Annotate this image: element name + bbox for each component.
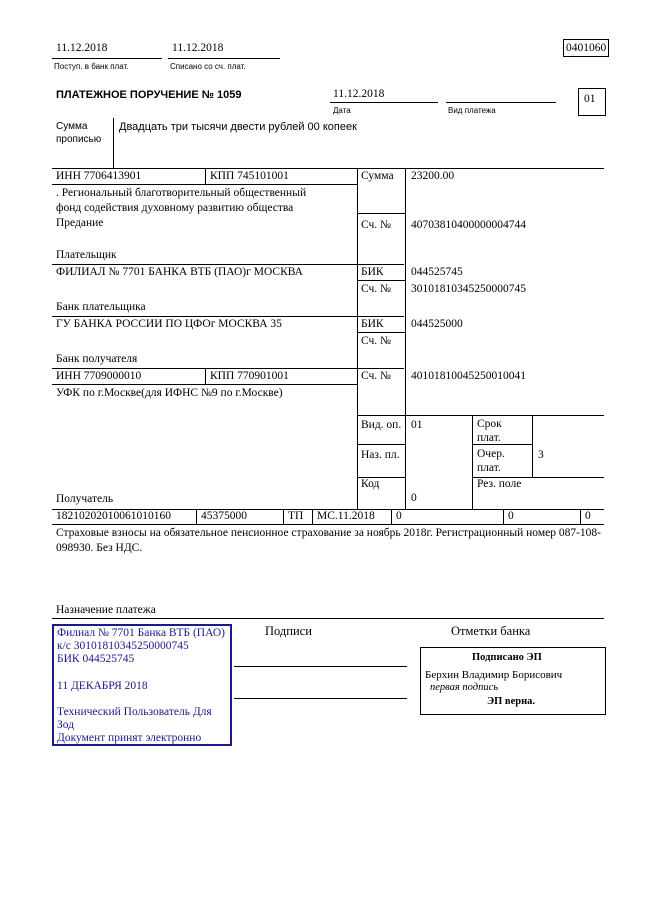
payer-bank-caption: Банк плательщика	[56, 301, 146, 313]
purpose-caption: Назначение платежа	[56, 604, 156, 616]
payment-type-caption: Вид платежа	[448, 106, 496, 115]
op-type-value: 01	[411, 419, 423, 431]
bank-stamp-line2: к/с 30101810345250000745	[57, 640, 189, 652]
tax-period: МС.11.2018	[317, 510, 375, 522]
document-date: 11.12.2018	[333, 88, 385, 100]
date-received-caption: Поступ. в банк плат.	[54, 62, 129, 71]
payer-sum-value: 23200.00	[411, 170, 455, 182]
payee-bank-caption: Банк получателя	[56, 353, 138, 365]
payer-bank-acc-label: Сч. №	[361, 283, 392, 295]
payee-bank-acc-label: Сч. №	[361, 335, 392, 347]
payee-caption: Получатель	[56, 493, 114, 505]
payee-kpp: КПП 770901001	[210, 370, 289, 382]
payer-bank-bik-value: 044525745	[411, 266, 463, 278]
payer-bank-name: ФИЛИАЛ № 7701 БАНКА ВТБ (ПАО)г МОСКВА	[56, 266, 303, 278]
date-debited-caption: Списано со сч. плат.	[170, 62, 246, 71]
document-title: ПЛАТЕЖНОЕ ПОРУЧЕНИЕ № 1059	[56, 89, 242, 101]
form-code: 0401060	[566, 42, 607, 54]
tax-pay-type: 0	[585, 510, 591, 522]
date-received: 11.12.2018	[56, 42, 108, 54]
tax-doc-date: 0	[508, 510, 514, 522]
ep-signer-role: первая подпись	[430, 682, 499, 693]
payee-acc-value: 40101810045250010041	[411, 370, 526, 382]
signature-line-1	[234, 666, 407, 667]
payee-acc-label: Сч. №	[361, 370, 392, 382]
ep-signer-name: Берхин Владимир Борисович	[425, 669, 563, 681]
bank-stamp-line5: Технический Пользователь Для	[57, 706, 212, 718]
order-label: Очер. плат.	[477, 448, 505, 474]
op-type-label: Вид. оп.	[361, 419, 402, 431]
payer-acc-label: Сч. №	[361, 219, 392, 231]
payer-caption: Плательщик	[56, 249, 117, 261]
signature-line-2	[234, 698, 407, 699]
payer-name: . Региональный благотворительный общественный фонд содействия духовному развитию общества Предание	[56, 187, 307, 229]
tax-doc-num: 0	[396, 510, 402, 522]
payee-bank-name: ГУ БАНКА РОССИИ ПО ЦФОг МОСКВА 35	[56, 318, 282, 330]
date-debited: 11.12.2018	[172, 42, 224, 54]
signatures-label: Подписи	[265, 624, 312, 638]
purpose-text: Страховые взносы на обязательное пенсионное страхование за ноябрь 2018г. Регистрационный номер 087-108-098930. Без НДС.	[56, 527, 601, 554]
tax-basis: ТП	[288, 510, 304, 522]
amount-words-label: Сумма прописью	[56, 121, 102, 145]
bank-stamp-line6: Зод	[57, 719, 75, 731]
code-label: Код	[361, 478, 380, 490]
payer-bank-bik-label: БИК	[361, 266, 384, 278]
bank-marks-label: Отметки банка	[451, 624, 531, 638]
payer-kpp: КПП 745101001	[210, 170, 289, 182]
bank-stamp-line1: Филиал № 7701 Банка ВТБ (ПАО)	[57, 627, 225, 639]
ep-stamp-title: Подписано ЭП	[472, 652, 542, 663]
order-value: 3	[538, 449, 544, 461]
amount-words-value: Двадцать три тысячи двести рублей 00 копеек	[119, 121, 357, 133]
payee-bank-bik-label: БИК	[361, 318, 384, 330]
payee-inn: ИНН 7709000010	[56, 370, 142, 382]
payee-bank-bik-value: 044525000	[411, 318, 463, 330]
ep-verified: ЭП верна.	[487, 696, 536, 707]
bank-stamp-line3: БИК 044525745	[57, 653, 135, 665]
code-value: 0	[411, 492, 417, 504]
payer-acc-value: 40703810400000004744	[411, 219, 526, 231]
payee-name: УФК по г.Москве(для ИФНС №9 по г.Москве)	[56, 387, 283, 399]
bank-stamp-line7: Документ принят электронно	[57, 732, 202, 744]
tax-oktmo: 45375000	[201, 510, 247, 522]
tax-kbk: 18210202010061010160	[56, 510, 171, 522]
term-label: Срок плат.	[477, 418, 502, 444]
bank-stamp-line4: 11 ДЕКАБРЯ 2018	[57, 680, 148, 692]
purpose-code-label: Наз. пл.	[361, 449, 400, 461]
status-code: 01	[584, 93, 596, 105]
payer-inn: ИНН 7706413901	[56, 170, 142, 182]
document-date-caption: Дата	[333, 106, 351, 115]
payer-bank-acc-value: 30101810345250000745	[411, 283, 526, 295]
payer-sum-label: Сумма	[361, 170, 394, 182]
res-field-label: Рез. поле	[477, 478, 522, 490]
